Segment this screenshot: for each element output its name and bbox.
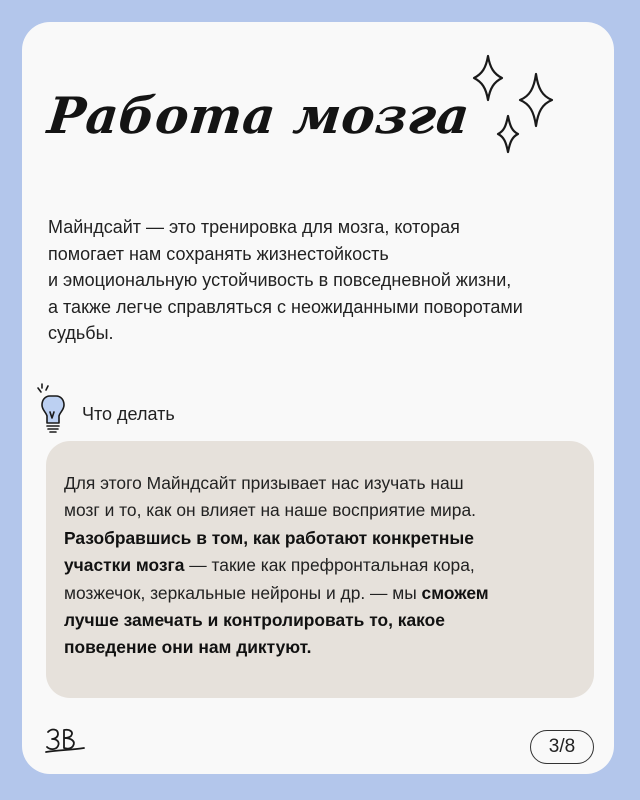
callout-emphasis: лучше замечать и контролировать то, какое [64, 610, 445, 631]
callout-line [64, 552, 584, 579]
callout-line [64, 580, 584, 607]
sparkles-icon [462, 52, 558, 156]
callout-line [64, 634, 584, 661]
intro-line: а также легче справляться с неожиданными поворотами [48, 296, 523, 317]
callout-line: мозг и то, как он влияет на наше восприятие мира. [64, 500, 476, 521]
section-label: Что делать [82, 404, 175, 424]
slide-title: Работа мозга [44, 86, 473, 145]
callout-text-fragment: — такие как префронтальная кора, [184, 555, 475, 576]
intro-line: Майндсайт — это тренировка для мозга, которая [48, 217, 460, 237]
callout-text [64, 470, 584, 662]
callout-line [64, 525, 584, 552]
lightbulb-icon [36, 382, 80, 438]
intro-line: помогает нам сохранять жизнестойкость [48, 243, 389, 264]
page-indicator: 3/8 [530, 730, 594, 764]
callout-line [64, 607, 584, 634]
intro-line: судьбы. [48, 323, 114, 343]
brand-logo [44, 726, 88, 754]
callout-emphasis: поведение они нам диктуют. [64, 637, 312, 658]
callout-line: Для этого Майндсайт призывает нас изучать наш [64, 473, 464, 493]
intro-paragraph [48, 214, 596, 347]
callout-emphasis: сможем [421, 582, 489, 603]
intro-line: и эмоциональную устойчивость в повседневной жизни, [48, 270, 512, 290]
callout-text-fragment: мозжечок, зеркальные нейроны и др. — мы [64, 582, 422, 603]
callout-emphasis: участки мозга [64, 555, 185, 576]
callout-emphasis: Разобравшись в том, как работают конкретные [64, 527, 474, 548]
